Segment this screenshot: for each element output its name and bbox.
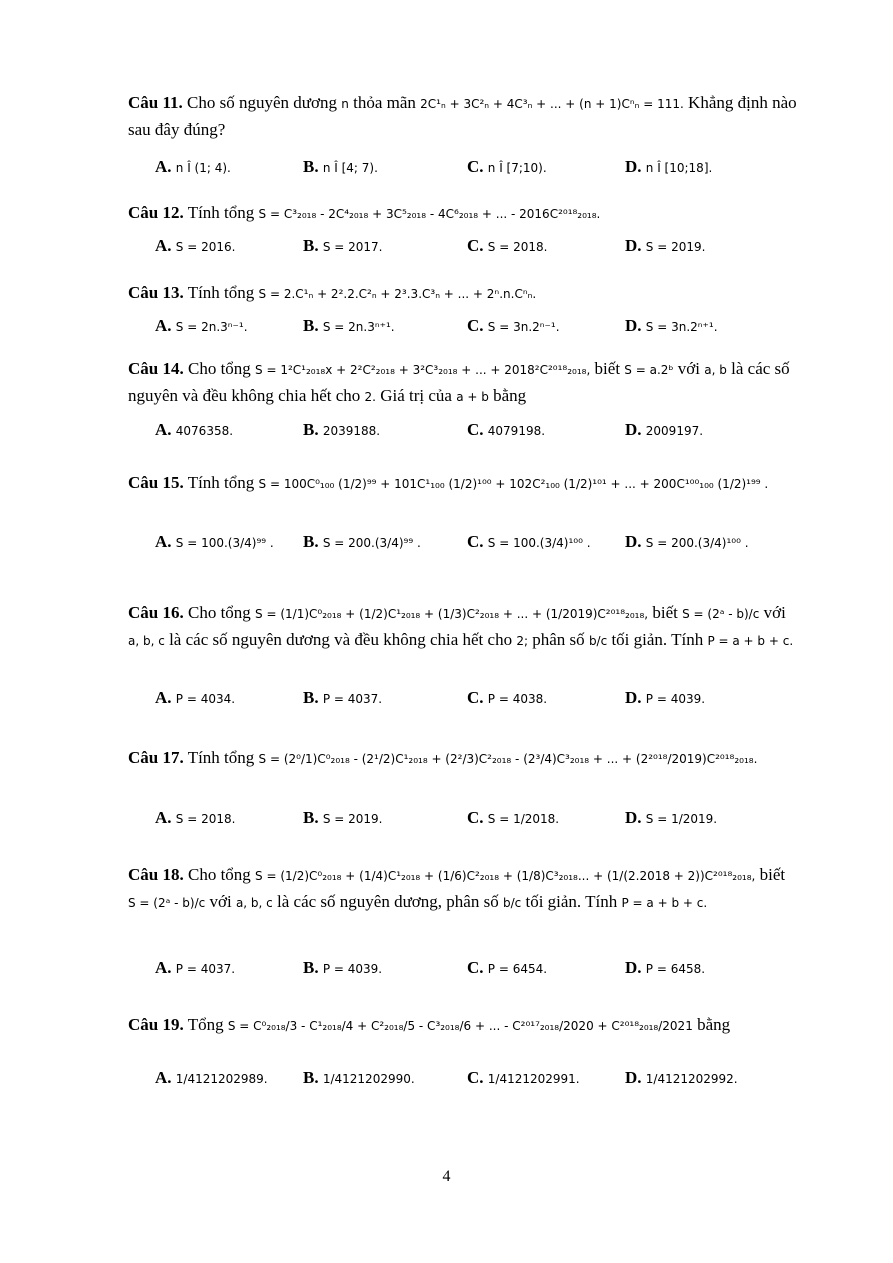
question-18	[128, 862, 808, 916]
question-16	[128, 600, 808, 654]
option-a[interactable]: A. P = 4037.	[155, 958, 236, 977]
question-15	[128, 470, 808, 497]
expression: P = a + b + c.	[621, 896, 708, 910]
question-text: thỏa mãn	[353, 93, 416, 112]
number: 2;	[516, 634, 529, 648]
option-b[interactable]: B. S = 2017.	[303, 236, 383, 255]
question-text: là các số nguyên và đều không chia hết cho	[128, 359, 790, 405]
formula: S = (2ᵃ - b)/c	[128, 896, 206, 910]
formula: S = 2.C¹ₙ + 2².2.C²ₙ + 2³.3.C³ₙ + ... + 2ⁿ.n.Cⁿₙ.	[258, 287, 537, 301]
option-b[interactable]: B. S = 2019.	[303, 808, 383, 827]
question-text: Cho tổng	[187, 359, 251, 378]
question-text: Cho tổng	[187, 603, 251, 622]
option-b[interactable]: B. S = 2n.3ⁿ⁺¹.	[303, 316, 395, 335]
option-c[interactable]: C. 4079198.	[467, 420, 546, 439]
question-text: là các số nguyên dương, phân số	[277, 892, 499, 911]
number: 2.	[364, 390, 376, 404]
question-text: Giá trị của	[380, 386, 452, 405]
question-text: tối giản. Tính	[525, 892, 618, 911]
option-d[interactable]: D. S = 1/2019.	[625, 808, 718, 827]
options-16	[155, 688, 815, 718]
question-text: là các số nguyên dương và đều không chia hết cho	[169, 630, 513, 649]
option-a[interactable]: A. S = 2n.3ⁿ⁻¹.	[155, 316, 248, 335]
option-a[interactable]: A. S = 2018.	[155, 808, 236, 827]
question-text: Cho số nguyên dương	[187, 93, 338, 112]
question-text: Tính tổng	[187, 203, 255, 222]
options-18	[155, 958, 815, 988]
question-label: Câu 16.	[128, 603, 184, 622]
question-text: biết	[594, 359, 621, 378]
question-text: phân số	[532, 630, 585, 649]
option-b[interactable]: B. n Î [4; 7).	[303, 157, 378, 176]
option-b[interactable]: B. S = 200.(3/4)⁹⁹ .	[303, 532, 421, 551]
formula: S = (2ᵃ - b)/c	[682, 607, 760, 621]
question-label: Câu 15.	[128, 473, 184, 492]
option-b[interactable]: B. 2039188.	[303, 420, 381, 439]
formula: 2C¹ₙ + 3C²ₙ + 4C³ₙ + ... + (n + 1)Cⁿₙ = 111.	[420, 97, 684, 111]
question-text: Tính tổng	[187, 748, 255, 767]
question-text: bằng	[697, 1015, 731, 1034]
option-a[interactable]: A. 1/4121202989.	[155, 1068, 268, 1087]
question-text: biết	[759, 865, 786, 884]
option-c[interactable]: C. 1/4121202991.	[467, 1068, 580, 1087]
option-c[interactable]: C. S = 3n.2ⁿ⁻¹.	[467, 316, 560, 335]
options-11	[155, 157, 815, 187]
question-label: Câu 12.	[128, 203, 184, 222]
option-b[interactable]: B. P = 4039.	[303, 958, 383, 977]
option-a[interactable]: A. P = 4034.	[155, 688, 236, 707]
question-text: biết	[652, 603, 678, 622]
option-c[interactable]: C. S = 1/2018.	[467, 808, 560, 827]
question-label: Câu 14.	[128, 359, 184, 378]
question-label: Câu 19.	[128, 1015, 184, 1034]
question-text: bằng	[493, 386, 527, 405]
question-text: tối giản. Tính	[611, 630, 704, 649]
variables: a, b, c	[235, 896, 273, 910]
option-c[interactable]: C. P = 4038.	[467, 688, 548, 707]
question-text: Tổng	[187, 1015, 224, 1034]
option-b[interactable]: B. 1/4121202990.	[303, 1068, 415, 1087]
option-d[interactable]: D. S = 3n.2ⁿ⁺¹.	[625, 316, 718, 335]
option-d[interactable]: D. 1/4121202992.	[625, 1068, 738, 1087]
question-text: Tính tổng	[187, 473, 255, 492]
options-13	[155, 316, 815, 346]
option-d[interactable]: D. P = 6458.	[625, 958, 706, 977]
options-12	[155, 236, 815, 266]
formula: S = (2⁰/1)C⁰₂₀₁₈ - (2¹/2)C¹₂₀₁₈ + (2²/3)C²₂₀₁₈ - (2³/4)C³₂₀₁₈ + ... + (2²⁰¹⁸/2019)C²⁰¹⁸₂₀₁₈.	[258, 752, 758, 766]
variable: n	[341, 97, 349, 111]
question-19	[128, 1012, 808, 1039]
formula: S = a.2ᵇ	[624, 363, 674, 377]
option-a[interactable]: A. n Î (1; 4).	[155, 157, 231, 176]
expression: P = a + b + c.	[707, 634, 794, 648]
formula: S = (1/2)C⁰₂₀₁₈ + (1/4)C¹₂₀₁₈ + (1/6)C²₂₀₁₈ + (1/8)C³₂₀₁₈... + (1/(2.2018 + 2))C²⁰¹⁸₂₀₁₈,	[255, 869, 756, 883]
option-a[interactable]: A. S = 100.(3/4)⁹⁹ .	[155, 532, 274, 551]
question-17	[128, 745, 808, 772]
question-label: Câu 13.	[128, 283, 184, 302]
expression: a + b	[456, 390, 489, 404]
question-label: Câu 18.	[128, 865, 184, 884]
option-d[interactable]: D. P = 4039.	[625, 688, 706, 707]
fraction: b/c	[588, 634, 608, 648]
option-d[interactable]: D. 2009197.	[625, 420, 704, 439]
question-label: Câu 17.	[128, 748, 184, 767]
question-text: với	[677, 359, 701, 378]
question-text: Cho tổng	[187, 865, 251, 884]
question-text: với	[763, 603, 786, 622]
option-b[interactable]: B. P = 4037.	[303, 688, 383, 707]
option-c[interactable]: C. P = 6454.	[467, 958, 548, 977]
formula: S = C³₂₀₁₈ - 2C⁴₂₀₁₈ + 3C⁵₂₀₁₈ - 4C⁶₂₀₁₈ + ... - 2016C²⁰¹⁸₂₀₁₈.	[258, 207, 601, 221]
option-a[interactable]: A. S = 2016.	[155, 236, 236, 255]
formula: S = C⁰₂₀₁₈/3 - C¹₂₀₁₈/4 + C²₂₀₁₈/5 - C³₂₀₁₈/6 + ... - C²⁰¹⁷₂₀₁₈/2020 + C²⁰¹⁸₂₀₁₈/2021	[227, 1019, 693, 1033]
option-c[interactable]: C. n Î [7;10).	[467, 157, 547, 176]
question-text: Tính tổng	[187, 283, 255, 302]
options-14	[155, 420, 815, 450]
formula: S = (1/1)C⁰₂₀₁₈ + (1/2)C¹₂₀₁₈ + (1/3)C²₂₀₁₈ + ... + (1/2019)C²⁰¹⁸₂₀₁₈,	[255, 607, 649, 621]
options-19	[155, 1068, 815, 1098]
fraction: b/c	[502, 896, 522, 910]
option-c[interactable]: C. S = 100.(3/4)¹⁰⁰ .	[467, 532, 591, 551]
options-17	[155, 808, 815, 838]
option-d[interactable]: D. S = 2019.	[625, 236, 706, 255]
question-label: Câu 11.	[128, 93, 183, 112]
formula: S = 100C⁰₁₀₀ (1/2)⁹⁹ + 101C¹₁₀₀ (1/2)¹⁰⁰ + 102C²₁₀₀ (1/2)¹⁰¹ + ... + 200C¹⁰⁰₁₀₀ (1/2)¹⁹⁹ .	[258, 477, 769, 491]
page-number: 4	[442, 1168, 451, 1185]
question-13	[128, 280, 808, 307]
question-11	[128, 90, 808, 143]
question-12	[128, 200, 808, 227]
option-d[interactable]: D. S = 200.(3/4)¹⁰⁰ .	[625, 532, 749, 551]
question-text: với	[209, 892, 232, 911]
option-a[interactable]: A. 4076358.	[155, 420, 234, 439]
options-15	[155, 532, 815, 562]
question-14	[128, 356, 808, 410]
formula: S = 1²C¹₂₀₁₈x + 2²C²₂₀₁₈ + 3²C³₂₀₁₈ + ... + 2018²C²⁰¹⁸₂₀₁₈,	[255, 363, 591, 377]
option-d[interactable]: D. n Î [10;18].	[625, 157, 713, 176]
variables: a, b, c	[128, 634, 165, 648]
option-c[interactable]: C. S = 2018.	[467, 236, 548, 255]
variables: a, b	[704, 363, 727, 377]
question-text: Khẳng định nào sau đây đúng?	[128, 93, 797, 139]
